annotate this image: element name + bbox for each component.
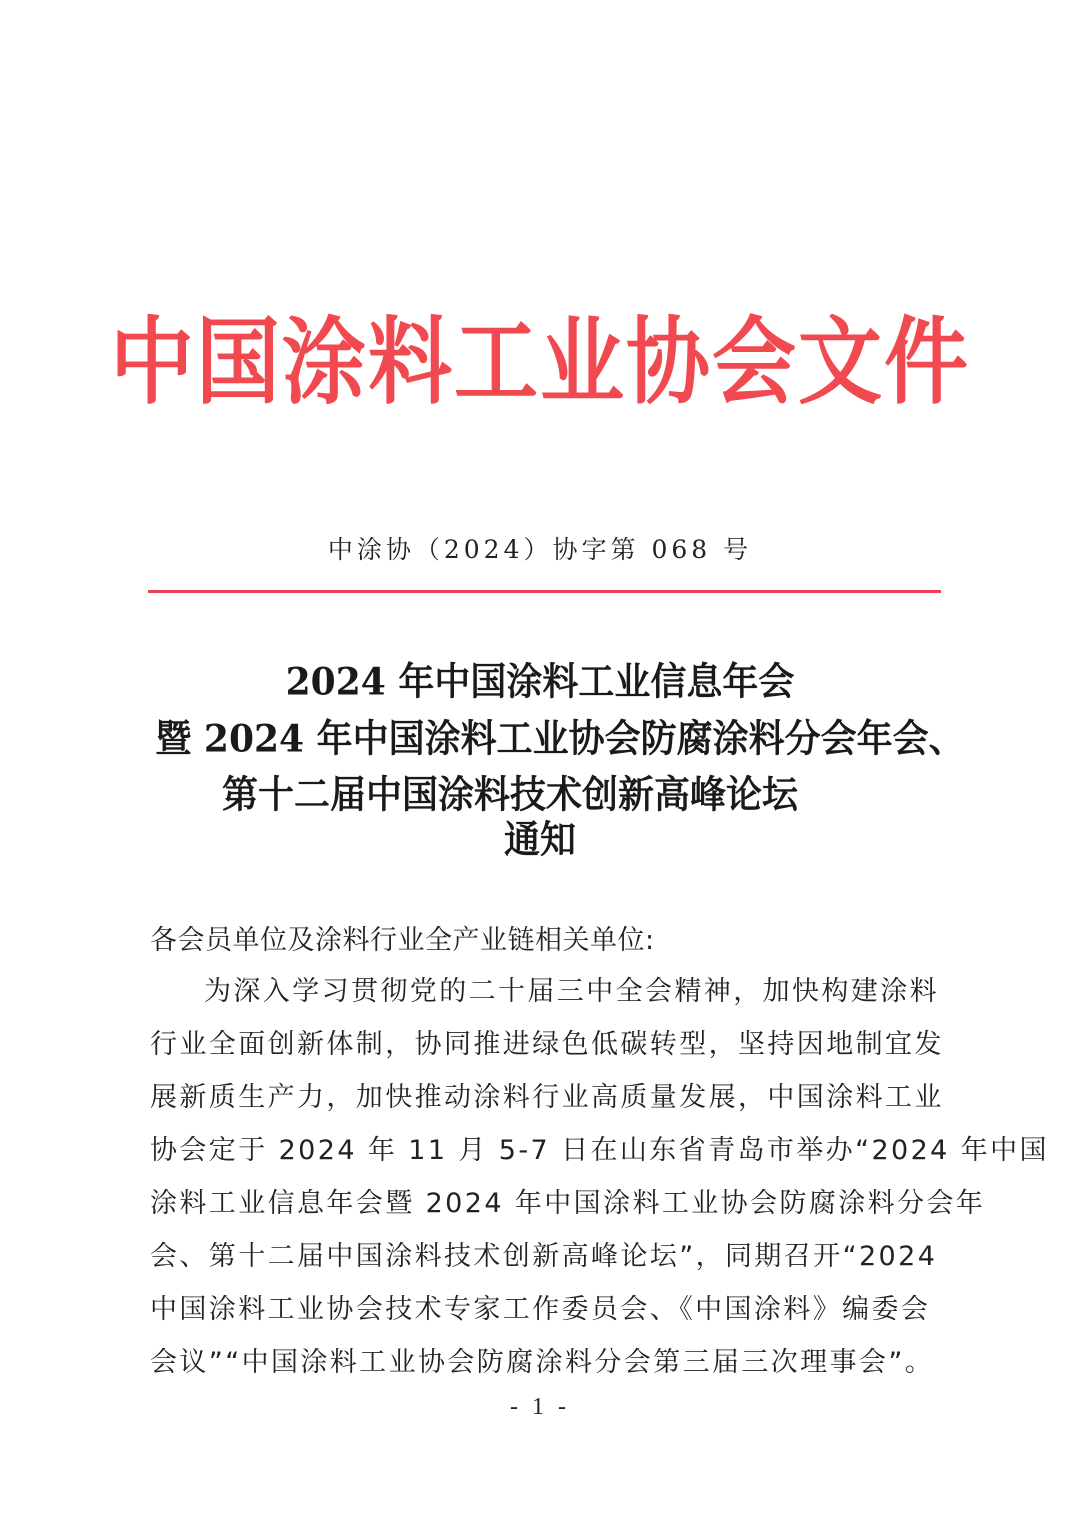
- title-line-3: 第十二届中国涂料技术创新高峰论坛: [221, 772, 798, 818]
- masthead-title: 中国涂料工业协会文件: [109, 306, 970, 417]
- body-paragraph: [150, 965, 1049, 1389]
- paragraph-line: 协会定于 2024 年 11 月 5-7 日在山东省青岛市举办“2024 年中国: [150, 1135, 1049, 1166]
- paragraph-line: 会议”“中国涂料工业协会防腐涂料分会第三届三次理事会”。: [150, 1347, 935, 1378]
- page-number: - 1 -: [510, 1394, 570, 1420]
- document-number: 中涂协（2024）协字第 068 号: [327, 535, 753, 564]
- title-line-4: 通知: [503, 817, 576, 863]
- paragraph-line: 展新质生产力，加快推动涂料行业高质量发展，中国涂料工业: [150, 1082, 944, 1113]
- title-line-2: 暨 2024 年中国涂料工业协会防腐涂料分会年会、: [155, 716, 965, 762]
- salutation: 各会员单位及涂料行业全产业链相关单位:: [150, 925, 655, 956]
- paragraph-line: 会、第十二届中国涂料技术创新高峰论坛”，同期召开“2024: [150, 1241, 938, 1272]
- title-line-1: 2024 年中国涂料工业信息年会: [285, 659, 795, 705]
- paragraph-line: 行业全面创新体制，协同推进绿色低碳转型，坚持因地制宜发: [150, 1029, 944, 1060]
- red-divider-line: [148, 590, 941, 593]
- paragraph-line: 涂料工业信息年会暨 2024 年中国涂料工业协会防腐涂料分会年: [150, 1188, 986, 1219]
- paragraph-line: 为深入学习贯彻党的二十届三中全会精神，加快构建涂料: [204, 976, 939, 1007]
- paragraph-line: 中国涂料工业协会技术专家工作委员会、《中国涂料》编委会: [150, 1294, 931, 1325]
